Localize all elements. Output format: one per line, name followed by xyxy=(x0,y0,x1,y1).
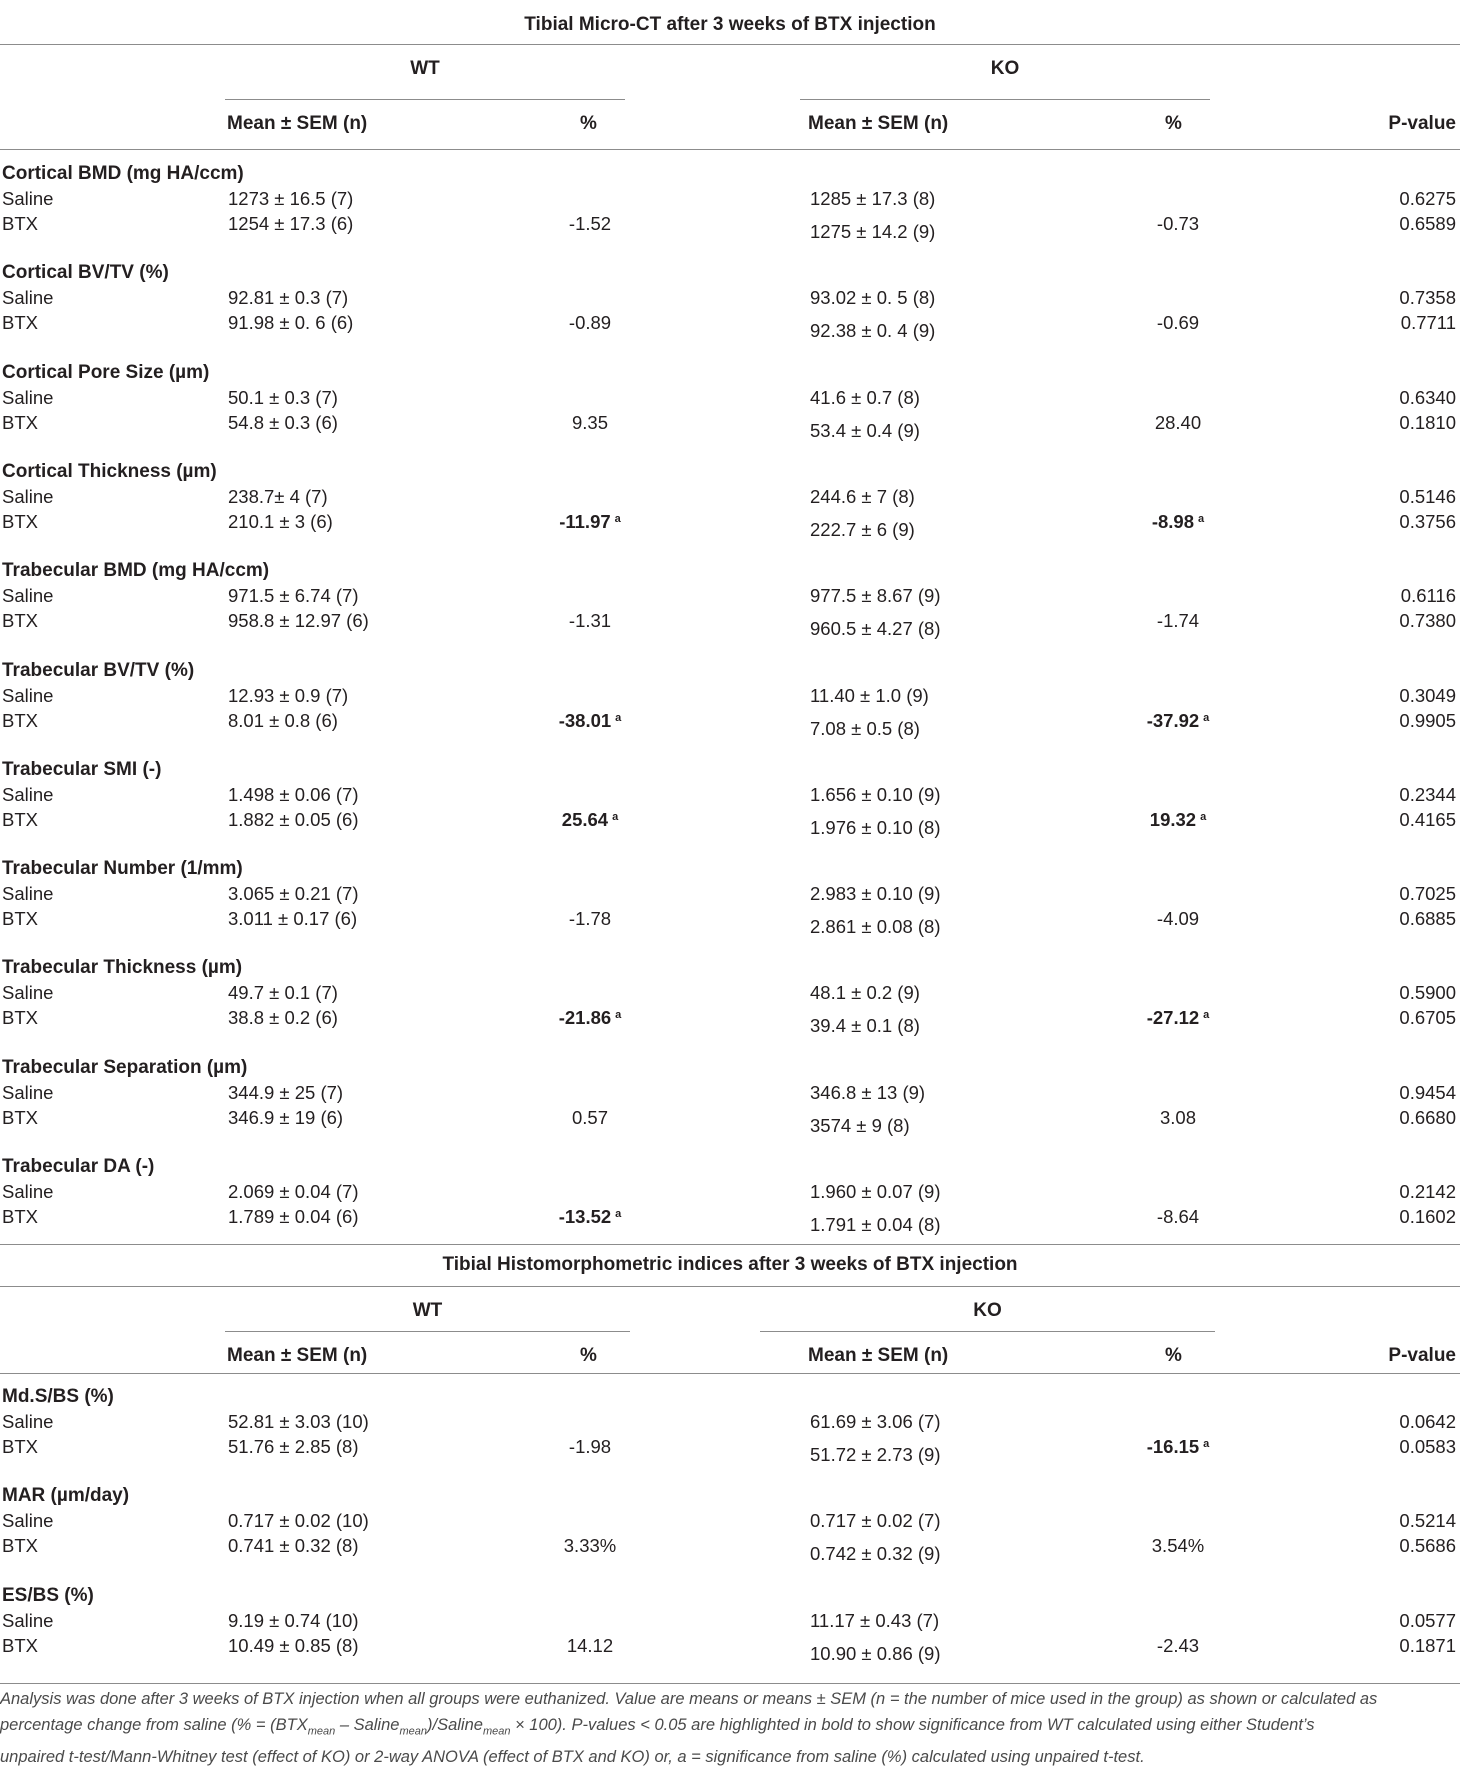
wt-btx-value: 1.789 ± 0.04 (6) xyxy=(228,1206,359,1227)
row-label-btx: BTX xyxy=(2,610,38,632)
pvalue-btx: 0.6885 xyxy=(1399,908,1456,930)
ko-percent-change xyxy=(1088,1107,1268,1129)
ko-saline-value: 61.69 ± 3.06 (7) xyxy=(810,1411,941,1432)
ko-percent-value: -1.74 xyxy=(1156,610,1200,632)
pvalue-btx: 0.6589 xyxy=(1399,213,1456,234)
row-label-saline: Saline xyxy=(2,585,54,607)
wt-saline-value: 1.498 ± 0.06 (7) xyxy=(228,783,359,805)
row-label-saline: Saline xyxy=(2,1411,54,1432)
ko-btx-value: 1.791 ± 0.04 (8) xyxy=(810,1214,941,1235)
pvalue-saline: 0.2142 xyxy=(1399,1181,1456,1202)
parameter-label: Trabecular Separation (µm) xyxy=(2,1056,248,1078)
ko-btx-value: 39.4 ± 0.1 (8) xyxy=(810,1015,920,1037)
ko-saline-value: 244.6 ± 7 (8) xyxy=(810,485,915,507)
parameter-label: Cortical BMD (mg HA/ccm) xyxy=(2,163,244,184)
row-label-saline: Saline xyxy=(2,1181,54,1202)
wt-saline-value: 12.93 ± 0.9 (7) xyxy=(228,684,349,706)
pvalue-btx: 0.7711 xyxy=(1400,312,1456,334)
ko-saline-value: 1.960 ± 0.07 (9) xyxy=(810,1181,941,1202)
row-label-saline: Saline xyxy=(2,1081,54,1103)
footnote-text: – Saline xyxy=(335,1716,400,1734)
microct-group-wt: WT xyxy=(410,58,440,79)
histo-header-wt-mean: Mean ± SEM (n) xyxy=(227,1345,368,1366)
row-label-btx: BTX xyxy=(2,1007,38,1029)
wt-saline-value: 238.7± 4 (7) xyxy=(228,485,328,507)
parameter-label: Cortical BV/TV (%) xyxy=(2,262,169,284)
ko-btx-value: 960.5 ± 4.27 (8) xyxy=(810,618,941,640)
wt-btx-value: 8.01 ± 0.8 (6) xyxy=(228,709,338,731)
ko-btx-value: 7.08 ± 0.5 (8) xyxy=(810,717,920,739)
ko-saline-value: 346.8 ± 13 (9) xyxy=(810,1081,926,1103)
ko-btx-value: 1.976 ± 0.10 (8) xyxy=(810,816,941,838)
footnote-subscript: mean xyxy=(482,1725,511,1738)
histo-top-rule xyxy=(0,1286,1460,1287)
ko-percent-value: 19.32 xyxy=(1149,808,1197,830)
pvalue-saline: 0.0577 xyxy=(1399,1609,1456,1631)
pvalue-btx: 0.6705 xyxy=(1399,1007,1456,1029)
pvalue-saline: 0.9454 xyxy=(1399,1081,1456,1103)
wt-saline-value: 971.5 ± 6.74 (7) xyxy=(228,585,359,607)
histo-ko-underline xyxy=(760,1331,1215,1332)
parameter-label: Cortical Pore Size (µm) xyxy=(2,361,210,383)
wt-percent-change xyxy=(500,710,680,732)
ko-percent-value: -16.15 xyxy=(1146,1436,1200,1457)
microct-title: Tibial Micro-CT after 3 weeks of BTX injection xyxy=(524,14,936,35)
ko-significance-mark: a xyxy=(1203,711,1210,724)
ko-btx-value: 53.4 ± 0.4 (9) xyxy=(810,419,920,441)
ko-saline-value: 1285 ± 17.3 (8) xyxy=(810,188,936,209)
ko-significance-mark: a xyxy=(1198,512,1205,525)
wt-percent-change xyxy=(500,1007,680,1029)
wt-percent-value: -1.52 xyxy=(568,213,612,234)
microct-header-wt-mean: Mean ± SEM (n) xyxy=(227,113,368,134)
row-label-btx: BTX xyxy=(2,411,38,433)
ko-percent-value: 28.40 xyxy=(1154,411,1202,433)
microct-header-ko-pct: % xyxy=(1165,113,1182,134)
wt-significance-mark: a xyxy=(615,711,622,724)
footnote-line-1: Analysis was done after 3 weeks of BTX injection when all groups were euthanized. Value are means or means ± SEM (n = the number of mice used in the group) as shown or calculated as xyxy=(0,1690,1378,1708)
wt-saline-value: 50.1 ± 0.3 (7) xyxy=(228,386,338,408)
wt-btx-value: 51.76 ± 2.85 (8) xyxy=(228,1436,359,1457)
ko-percent-value: -4.09 xyxy=(1156,908,1200,930)
wt-percent-change xyxy=(500,1206,680,1228)
parameter-label: Trabecular DA (-) xyxy=(2,1156,155,1177)
wt-btx-value: 54.8 ± 0.3 (6) xyxy=(228,411,338,433)
pvalue-btx: 0.1871 xyxy=(1399,1634,1456,1656)
ko-btx-value: 0.742 ± 0.32 (9) xyxy=(810,1543,941,1565)
ko-percent-change xyxy=(1088,1436,1268,1458)
histo-title: Tibial Histomorphometric indices after 3 weeks of BTX injection xyxy=(442,1254,1018,1275)
row-label-saline: Saline xyxy=(2,386,54,408)
parameter-label: Trabecular Number (1/mm) xyxy=(2,858,243,880)
microct-ko-underline xyxy=(800,99,1210,100)
wt-saline-value: 2.069 ± 0.04 (7) xyxy=(228,1181,359,1202)
row-label-btx: BTX xyxy=(2,1436,38,1457)
pvalue-saline: 0.5900 xyxy=(1399,982,1456,1004)
footnote-line-2 xyxy=(0,1712,1458,1744)
ko-percent-value: -8.64 xyxy=(1156,1206,1200,1227)
ko-percent-value: 3.54% xyxy=(1151,1535,1205,1557)
wt-percent-value: 9.35 xyxy=(571,411,608,433)
wt-significance-mark: a xyxy=(614,512,621,525)
ko-significance-mark: a xyxy=(1203,1438,1210,1450)
ko-percent-value: -2.43 xyxy=(1156,1634,1200,1656)
microct-bottom-rule xyxy=(0,1244,1460,1245)
wt-percent-value: -38.01 xyxy=(558,709,612,731)
wt-percent-value: 25.64 xyxy=(561,808,609,830)
row-label-saline: Saline xyxy=(2,783,54,805)
pvalue-saline: 0.5214 xyxy=(1399,1510,1456,1532)
pvalue-btx: 0.3756 xyxy=(1399,510,1456,532)
microct-header-wt-pct: % xyxy=(580,113,597,134)
wt-btx-value: 1.882 ± 0.05 (6) xyxy=(228,808,359,830)
row-label-btx: BTX xyxy=(2,1206,38,1227)
pvalue-btx: 0.1602 xyxy=(1399,1206,1456,1227)
wt-percent-value: 3.33% xyxy=(563,1535,617,1557)
microct-top-rule xyxy=(0,44,1460,45)
histo-header-ko-pct: % xyxy=(1165,1345,1182,1366)
parameter-label: ES/BS (%) xyxy=(2,1584,94,1606)
wt-percent-change xyxy=(500,412,680,434)
histo-bottom-rule xyxy=(0,1683,1460,1684)
ko-percent-value: -0.69 xyxy=(1156,312,1200,334)
footnote-text: × 100). P-values < 0.05 are highlighted in bold to show significance from WT calculated using either Student’s xyxy=(510,1716,1315,1734)
ko-percent-change xyxy=(1088,1635,1268,1657)
pvalue-saline: 0.2344 xyxy=(1399,783,1456,805)
row-label-saline: Saline xyxy=(2,1510,54,1532)
histo-header-wt-pct: % xyxy=(580,1345,597,1366)
row-label-saline: Saline xyxy=(2,485,54,507)
row-label-btx: BTX xyxy=(2,1535,38,1557)
microct-header-pvalue: P-value xyxy=(1388,113,1456,134)
row-label-saline: Saline xyxy=(2,287,54,309)
ko-saline-value: 11.17 ± 0.43 (7) xyxy=(810,1609,940,1631)
histo-header-rule xyxy=(0,1373,1460,1374)
wt-saline-value: 49.7 ± 0.1 (7) xyxy=(228,982,338,1004)
row-label-saline: Saline xyxy=(2,188,54,209)
histo-group-wt: WT xyxy=(412,1300,443,1321)
pvalue-saline: 0.5146 xyxy=(1399,485,1456,507)
wt-percent-change xyxy=(500,1436,680,1458)
wt-btx-value: 3.011 ± 0.17 (6) xyxy=(228,908,358,930)
ko-percent-change xyxy=(1088,908,1268,930)
microct-group-ko: KO xyxy=(990,58,1020,79)
ko-percent-change xyxy=(1088,312,1268,334)
wt-significance-mark: a xyxy=(612,810,619,823)
row-label-saline: Saline xyxy=(2,982,54,1004)
pvalue-saline: 0.3049 xyxy=(1399,684,1456,706)
wt-saline-value: 0.717 ± 0.02 (10) xyxy=(228,1510,369,1532)
wt-saline-value: 9.19 ± 0.74 (10) xyxy=(228,1609,359,1631)
ko-btx-value: 222.7 ± 6 (9) xyxy=(810,518,915,540)
wt-percent-value: -11.97 xyxy=(559,510,611,532)
ko-btx-value: 51.72 ± 2.73 (9) xyxy=(810,1444,941,1465)
pvalue-saline: 0.6116 xyxy=(1400,585,1456,607)
pvalue-btx: 0.7380 xyxy=(1399,610,1456,632)
wt-saline-value: 344.9 ± 25 (7) xyxy=(228,1081,344,1103)
wt-percent-change xyxy=(500,1107,680,1129)
wt-percent-value: -0.89 xyxy=(568,312,612,334)
pvalue-saline: 0.6275 xyxy=(1399,188,1456,209)
wt-percent-value: 14.12 xyxy=(566,1634,614,1656)
footnote xyxy=(0,1686,1458,1770)
pvalue-saline: 0.7358 xyxy=(1399,287,1456,309)
ko-percent-change xyxy=(1088,1535,1268,1557)
ko-significance-mark: a xyxy=(1203,1009,1210,1022)
histo-group-ko: KO xyxy=(973,1300,1002,1321)
wt-btx-value: 0.741 ± 0.32 (8) xyxy=(228,1535,359,1557)
ko-saline-value: 2.983 ± 0.10 (9) xyxy=(810,883,941,905)
row-label-btx: BTX xyxy=(2,1634,38,1656)
ko-percent-change xyxy=(1088,809,1268,831)
ko-percent-value: -0.73 xyxy=(1156,213,1200,234)
wt-btx-value: 958.8 ± 12.97 (6) xyxy=(228,610,369,632)
row-label-btx: BTX xyxy=(2,808,38,830)
wt-percent-value: -1.31 xyxy=(568,610,612,632)
wt-btx-value: 346.9 ± 19 (6) xyxy=(228,1106,344,1128)
footnote-subscript: mean xyxy=(307,1725,336,1738)
parameter-label: Trabecular SMI (-) xyxy=(2,758,162,780)
ko-saline-value: 41.6 ± 0.7 (8) xyxy=(810,386,920,408)
footnote-subscript: mean xyxy=(399,1725,427,1738)
ko-saline-value: 11.40 ± 1.0 (9) xyxy=(810,684,929,706)
row-label-saline: Saline xyxy=(2,1609,54,1631)
row-label-btx: BTX xyxy=(2,1106,38,1128)
ko-percent-value: -8.98 xyxy=(1151,510,1195,532)
pvalue-btx: 0.5686 xyxy=(1399,1535,1456,1557)
wt-percent-change xyxy=(500,809,680,831)
wt-saline-value: 3.065 ± 0.21 (7) xyxy=(228,883,359,905)
wt-percent-value: -13.52 xyxy=(558,1206,612,1227)
ko-percent-change xyxy=(1088,710,1268,732)
wt-btx-value: 1254 ± 17.3 (6) xyxy=(228,213,354,234)
wt-significance-mark: a xyxy=(615,1208,622,1220)
wt-btx-value: 10.49 ± 0.85 (8) xyxy=(228,1634,359,1656)
wt-btx-value: 210.1 ± 3 (6) xyxy=(228,510,333,532)
wt-percent-change xyxy=(500,312,680,334)
ko-saline-value: 977.5 ± 8.67 (9) xyxy=(810,585,941,607)
pvalue-btx: 0.1810 xyxy=(1399,411,1456,433)
histo-header-pvalue: P-value xyxy=(1388,1345,1456,1366)
wt-significance-mark: a xyxy=(615,1009,622,1022)
wt-percent-change xyxy=(500,610,680,632)
row-label-btx: BTX xyxy=(2,312,38,334)
microct-wt-underline xyxy=(225,99,625,100)
wt-percent-change xyxy=(500,1635,680,1657)
ko-percent-value: 3.08 xyxy=(1159,1106,1196,1128)
footnote-text: percentage change from saline (% = (BTX xyxy=(0,1716,308,1734)
ko-percent-change xyxy=(1088,1206,1268,1228)
pvalue-btx: 0.0583 xyxy=(1399,1436,1456,1457)
wt-percent-value: 0.57 xyxy=(571,1106,608,1128)
ko-btx-value: 1275 ± 14.2 (9) xyxy=(810,221,936,242)
ko-saline-value: 0.717 ± 0.02 (7) xyxy=(810,1510,941,1532)
wt-btx-value: 38.8 ± 0.2 (6) xyxy=(228,1007,338,1029)
pvalue-btx: 0.6680 xyxy=(1399,1106,1456,1128)
footnote-text: )/Saline xyxy=(426,1716,483,1734)
row-label-btx: BTX xyxy=(2,213,38,234)
histo-header-ko-mean: Mean ± SEM (n) xyxy=(808,1345,949,1366)
footnote-line-3: unpaired t-test/Mann-Whitney test (effect of KO) or 2-way ANOVA (effect of BTX and KO) or, a = significance from saline (%) calculated using unpaired t-test. xyxy=(0,1748,1145,1767)
ko-saline-value: 93.02 ± 0. 5 (8) xyxy=(810,287,936,309)
ko-significance-mark: a xyxy=(1200,810,1207,823)
parameter-label: Trabecular Thickness (µm) xyxy=(2,957,243,979)
ko-percent-value: -37.92 xyxy=(1146,709,1200,731)
pvalue-btx: 0.9905 xyxy=(1399,709,1456,731)
wt-percent-value: -1.98 xyxy=(568,1436,612,1457)
wt-percent-change xyxy=(500,213,680,235)
wt-percent-change xyxy=(500,511,680,533)
row-label-saline: Saline xyxy=(2,883,54,905)
ko-btx-value: 2.861 ± 0.08 (8) xyxy=(810,916,941,938)
wt-percent-value: -21.86 xyxy=(558,1007,612,1029)
ko-saline-value: 1.656 ± 0.10 (9) xyxy=(810,783,941,805)
parameter-label: Md.S/BS (%) xyxy=(2,1386,114,1407)
row-label-btx: BTX xyxy=(2,709,38,731)
pvalue-saline: 0.0642 xyxy=(1399,1411,1456,1432)
microct-header-ko-mean: Mean ± SEM (n) xyxy=(808,113,949,134)
ko-btx-value: 92.38 ± 0. 4 (9) xyxy=(810,320,936,342)
row-label-btx: BTX xyxy=(2,908,38,930)
histo-wt-underline xyxy=(225,1331,630,1332)
parameter-label: MAR (µm/day) xyxy=(2,1485,130,1507)
parameter-label: Cortical Thickness (µm) xyxy=(2,460,217,482)
row-label-btx: BTX xyxy=(2,510,38,532)
ko-btx-value: 3574 ± 9 (8) xyxy=(810,1114,910,1136)
ko-percent-value: -27.12 xyxy=(1146,1007,1200,1029)
ko-percent-change xyxy=(1088,511,1268,533)
ko-percent-change xyxy=(1088,1007,1268,1029)
parameter-label: Trabecular BMD (mg HA/ccm) xyxy=(2,560,270,582)
wt-saline-value: 92.81 ± 0.3 (7) xyxy=(228,287,349,309)
ko-btx-value: 10.90 ± 0.86 (9) xyxy=(810,1642,941,1664)
microct-header-rule xyxy=(0,149,1460,150)
ko-saline-value: 48.1 ± 0.2 (9) xyxy=(810,982,920,1004)
wt-percent-change xyxy=(500,1535,680,1557)
ko-percent-change xyxy=(1088,610,1268,632)
wt-saline-value: 1273 ± 16.5 (7) xyxy=(228,188,354,209)
wt-percent-value: -1.78 xyxy=(568,908,612,930)
ko-percent-change xyxy=(1088,412,1268,434)
wt-btx-value: 91.98 ± 0. 6 (6) xyxy=(228,312,354,334)
ko-percent-change xyxy=(1088,213,1268,235)
pvalue-btx: 0.4165 xyxy=(1399,808,1456,830)
pvalue-saline: 0.7025 xyxy=(1399,883,1456,905)
wt-percent-change xyxy=(500,908,680,930)
parameter-label: Trabecular BV/TV (%) xyxy=(2,659,195,681)
wt-saline-value: 52.81 ± 3.03 (10) xyxy=(228,1411,369,1432)
row-label-saline: Saline xyxy=(2,684,54,706)
pvalue-saline: 0.6340 xyxy=(1399,386,1456,408)
